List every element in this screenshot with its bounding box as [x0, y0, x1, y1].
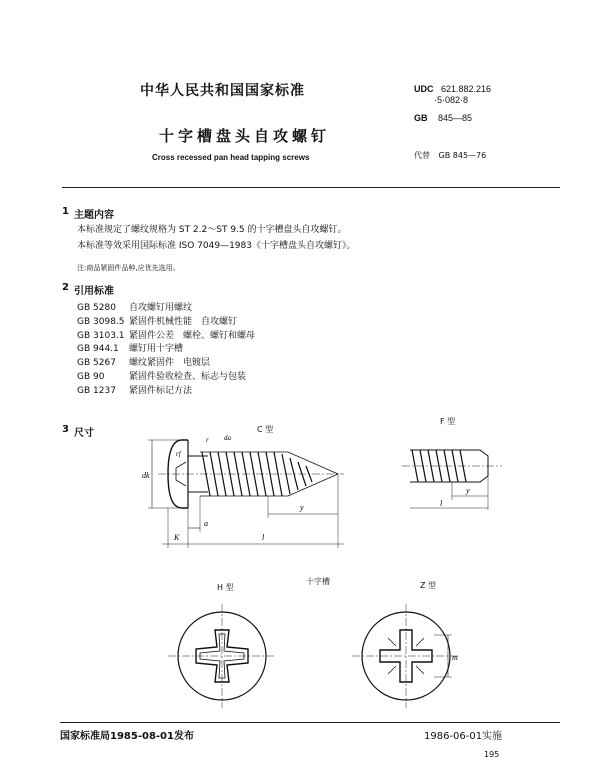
section1-para2: 本标准等效采用国际标准 ISO 7049—1983《十字槽盘头自攻螺钉》。 [77, 241, 356, 251]
reference-list [77, 302, 255, 399]
c-type-label: C 型 [257, 425, 274, 434]
reference-title: 螺纹紧固件 电镀层 [129, 358, 211, 369]
udc-code [414, 84, 491, 94]
screw-side-view-diagram [138, 418, 358, 558]
replaces-label: 代替 [414, 151, 430, 160]
doc-title-cn: 十字槽盘头自攻螺钉 [159, 127, 331, 145]
h-recess-view [168, 604, 276, 708]
f-type-label: F 型 [440, 417, 456, 426]
reference-code: GB 3103.1 [77, 330, 125, 341]
reference-code: GB 5267 [77, 358, 116, 369]
reference-title: 紧固件标记方法 [129, 385, 193, 396]
dim-y: y [466, 486, 470, 495]
section1-title: 主题内容 [74, 210, 114, 221]
reference-item [77, 357, 255, 371]
reference-code: GB 3098.5 [77, 316, 125, 327]
gb-label: GB [414, 113, 428, 123]
dim-dk: dk [142, 471, 150, 480]
reference-item [77, 302, 255, 316]
replaces [414, 150, 486, 161]
effective-date: 1986-06-01实施 [424, 731, 503, 742]
replaces-number: GB 845—76 [438, 151, 487, 160]
dim-da: da [224, 434, 231, 442]
reference-code: GB 1237 [77, 385, 116, 396]
reference-item [77, 343, 255, 357]
dim-r: r [206, 436, 209, 444]
dim-K: K [174, 533, 180, 542]
reference-code: GB 90 [77, 371, 105, 382]
udc-label: UDC [414, 84, 434, 94]
header-rule [62, 187, 560, 188]
reference-item [77, 330, 255, 344]
dim-l: l [262, 533, 265, 542]
issued-date: 国家标准局1985-08-01发布 [60, 731, 194, 742]
dim-a: a [204, 519, 208, 528]
reference-title: 螺钉用十字槽 [129, 344, 184, 355]
reference-title: 紧固件公差 螺栓、螺钉和螺母 [129, 330, 256, 341]
footer-rule [60, 722, 560, 723]
section2-title: 引用标准 [74, 286, 114, 297]
section1-para1: 本标准规定了螺纹规格为 ST 2.2～ST 9.5 的十字槽盘头自攻螺钉。 [77, 225, 347, 235]
page-number: 195 [484, 750, 500, 759]
reference-code: GB 944.1 [77, 344, 119, 355]
doc-title-en: Cross recessed pan head tapping screws [152, 153, 310, 162]
reference-item [77, 371, 255, 385]
dim-l: l [440, 499, 443, 508]
cross-slot-label: 十字槽 [306, 577, 330, 586]
udc-line1: 621.882.216 [441, 84, 492, 94]
h-type-label: H 型 [217, 583, 234, 592]
section3-number: 3 [62, 424, 69, 435]
z-type-label: Z 型 [420, 581, 437, 590]
dim-y: y [300, 503, 304, 512]
dim-rf: rf [176, 450, 181, 458]
reference-code: GB 5280 [77, 303, 116, 313]
f-type-diagram [402, 436, 502, 516]
reference-title: 紧固件机械性能 自攻螺钉 [129, 316, 238, 327]
gb-number-value: 845—85 [438, 113, 473, 123]
reference-item [77, 385, 255, 399]
section3-title: 尺寸 [74, 428, 94, 439]
gb-number [414, 113, 472, 123]
reference-title: 自攻螺钉用螺纹 [129, 303, 193, 313]
udc-line2: ·5·082·8 [434, 95, 469, 105]
section1-note: 注:商品紧固件品种,应优先选用。 [77, 264, 180, 272]
reference-item [77, 316, 255, 330]
org-title: 中华人民共和国国家标准 [140, 83, 305, 99]
z-recess-view [352, 604, 472, 708]
reference-title: 紧固件验收检查、标志与包装 [129, 371, 247, 382]
section2-number: 2 [62, 282, 69, 293]
section1-number: 1 [62, 206, 69, 217]
dim-m: m [452, 653, 458, 662]
